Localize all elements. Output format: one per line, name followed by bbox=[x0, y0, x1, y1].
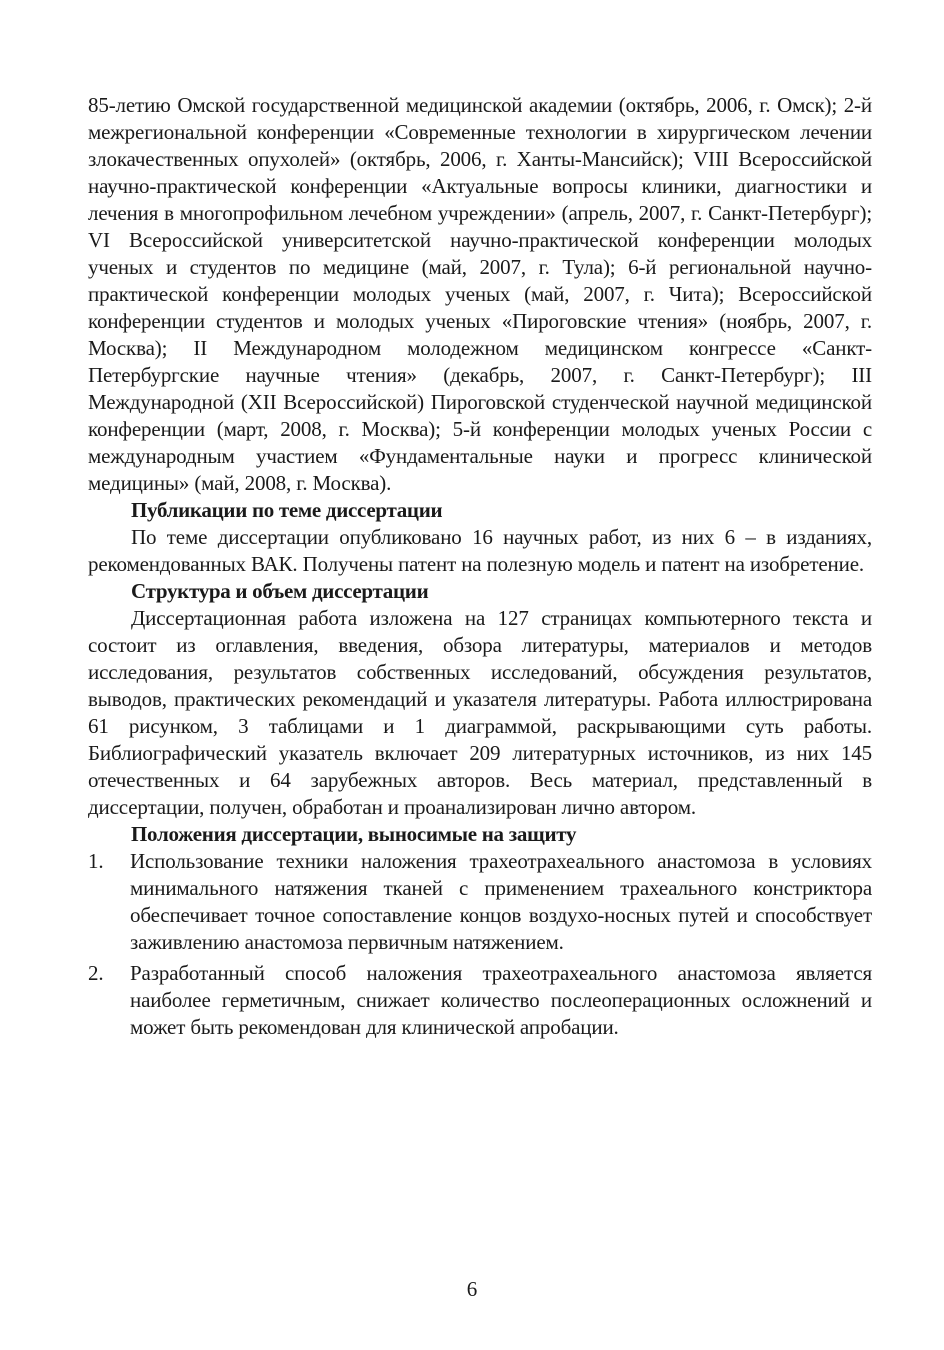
list-item-text: Использование техники наложения трахеотрахеального анастомоза в условиях минимального натяжения тканей с применением трахеального констриктора обеспечивает точное сопоставление концов воздухо-носных путей и способствует заживлению анастомоза первичным натяжением. bbox=[130, 849, 872, 954]
list-item-number: 2. bbox=[88, 961, 104, 985]
page-number: 6 bbox=[466, 1277, 478, 1301]
structure-text: Диссертационная работа изложена на 127 страницах компьютерного текста и состоит из оглавления, введения, обзора литературы, материалов и методов исследования, результатов собственных исследований, обсуждения результатов, выводов, практических рекомендаций и указателя литературы. Работа иллюстрирована 61 рисунком, 3 таблицами и 1 диаграммой, раскрывающими суть работы. Библиографический указатель включает 209 литературных источников, из них 145 отечественных и 64 зарубежных авторов. Весь материал, представленный в диссертации, получен, обработан и проанализирован лично автором. bbox=[88, 606, 872, 819]
defense-heading: Положения диссертации, выносимые на защиту bbox=[131, 822, 577, 846]
approbation-continuation: 85-летию Омской государственной медицинской академии (октябрь, 2006, г. Омск); 2-й межрегиональной конференции «Современные технологии в хирургическом лечении злокачественных опухолей» (октябрь, 2006, г. Ханты-Мансийск); VIII Всероссийской научно-практической конференции «Актуальные вопросы клиники, диагностики и лечения в многопрофильном лечебном учреждении» (апрель, 2007, г. Санкт-Петербург); VI Всероссийской университетской научно-практической конференции молодых ученых и студентов по медицине (май, 2007, г. Тула); 6-й региональной научно-практической конференции молодых ученых (май, 2007, г. Чита); Всероссийской конференции студентов и молодых ученых «Пироговские чтения» (ноябрь, 2007, г. Москва); II Международном молодежном медицинском конгрессе «Санкт-Петербургские научные чтения» (декабрь, 2007, г. Санкт-Петербург); III Международной (XII Всероссийской) Пироговской студенческой научной медицинской конференции (март, 2008, г. Москва); 5-й конференции молодых ученых России с международным участием «Фундаментальные науки и прогресс клинической медицины» (май, 2008, г. Москва). bbox=[88, 93, 872, 495]
list-item-number: 1. bbox=[88, 849, 104, 873]
publications-text: По теме диссертации опубликовано 16 научных работ, из них 6 – в изданиях, рекомендованных ВАК. Получены патент на полезную модель и патент на изобретение. bbox=[88, 525, 872, 576]
document-page bbox=[88, 92, 872, 1041]
defense-list bbox=[88, 848, 872, 1041]
list-item bbox=[88, 848, 872, 956]
list-item-text: Разработанный способ наложения трахеотрахеального анастомоза является наиболее герметичным, снижает количество послеоперационных осложнений и может быть рекомендован для клинической апробации. bbox=[130, 961, 872, 1039]
structure-heading: Структура и объем диссертации bbox=[131, 579, 429, 603]
publications-heading: Публикации по теме диссертации bbox=[131, 498, 443, 522]
list-item bbox=[88, 960, 872, 1041]
